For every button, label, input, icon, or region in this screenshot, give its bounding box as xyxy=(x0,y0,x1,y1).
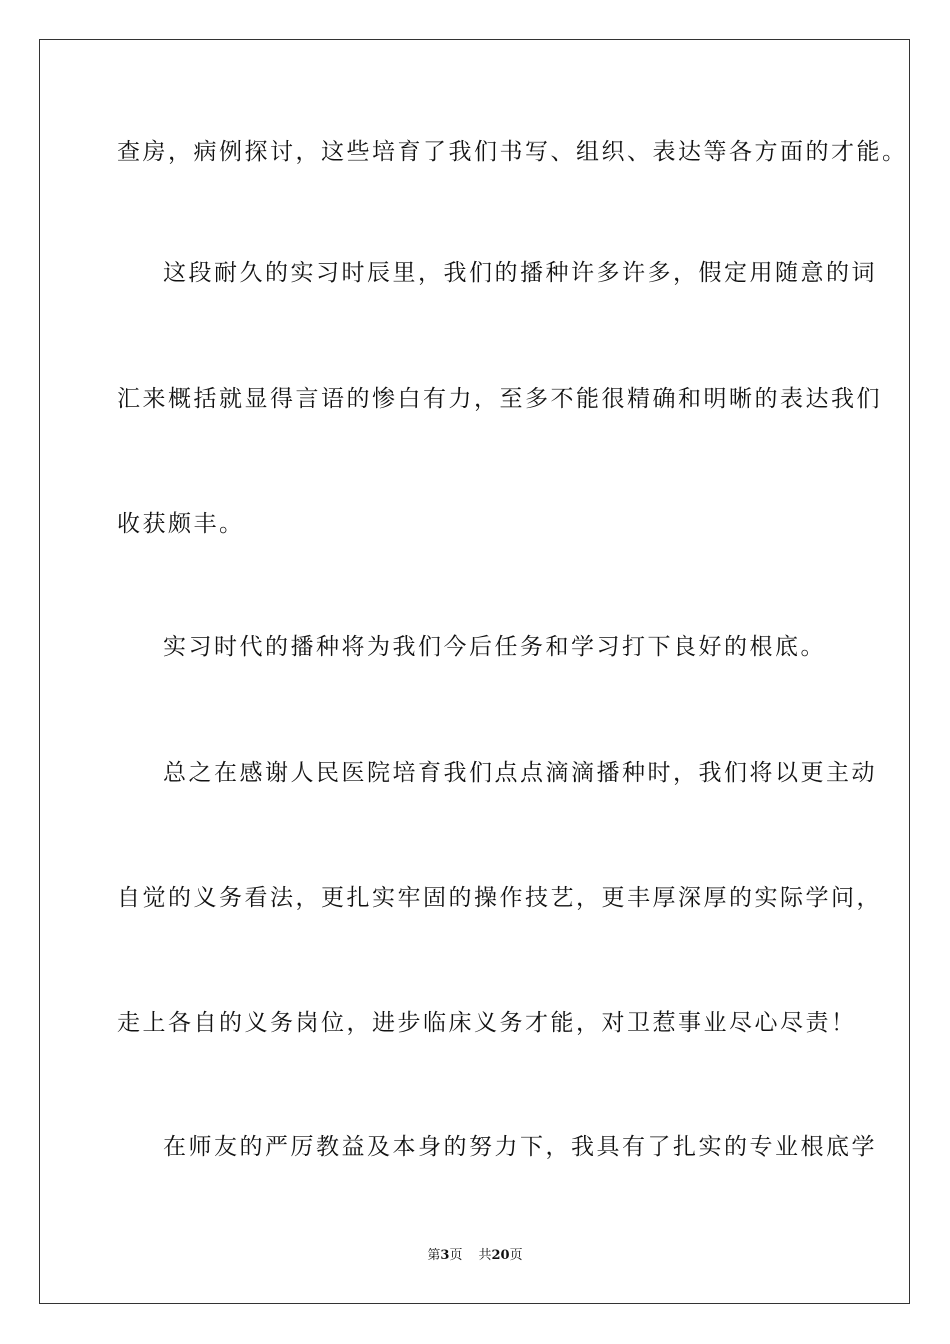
page-footer xyxy=(0,1244,950,1263)
text-line: 收获颇丰。 xyxy=(117,511,245,537)
footer-page-number: 3 xyxy=(440,1248,450,1263)
footer-page-suffix: 页 xyxy=(449,1248,463,1263)
text-line: 总之在感谢人民医院培育我们点点滴滴播种时，我们将以更主动 xyxy=(163,760,877,786)
text-line: 自觉的义务看法，更扎实牢固的操作技艺，更丰厚深厚的实际学问， xyxy=(117,885,882,911)
footer-total-number: 20 xyxy=(491,1248,510,1263)
text-line: 实习时代的播种将为我们今后任务和学习打下良好的根底。 xyxy=(163,634,826,660)
text-line: 查房，病例探讨，这些培育了我们书写、组织、表达等各方面的才能。 xyxy=(117,139,908,165)
text-line: 走上各自的义务岗位，进步临床义务才能，对卫惹事业尽心尽责！ xyxy=(117,1010,857,1036)
footer-page-prefix: 第 xyxy=(427,1248,441,1263)
page-border xyxy=(39,39,910,1304)
text-line: 汇来概括就显得言语的惨白有力，至多不能很精确和明晰的表达我们 xyxy=(117,386,882,412)
footer-total-prefix: 共 xyxy=(478,1248,492,1263)
text-line: 这段耐久的实习时辰里，我们的播种许多许多，假定用随意的词 xyxy=(163,260,877,286)
text-line: 在师友的严厉教益及本身的努力下，我具有了扎实的专业根底学 xyxy=(163,1134,877,1160)
footer-total-suffix: 页 xyxy=(509,1248,523,1263)
